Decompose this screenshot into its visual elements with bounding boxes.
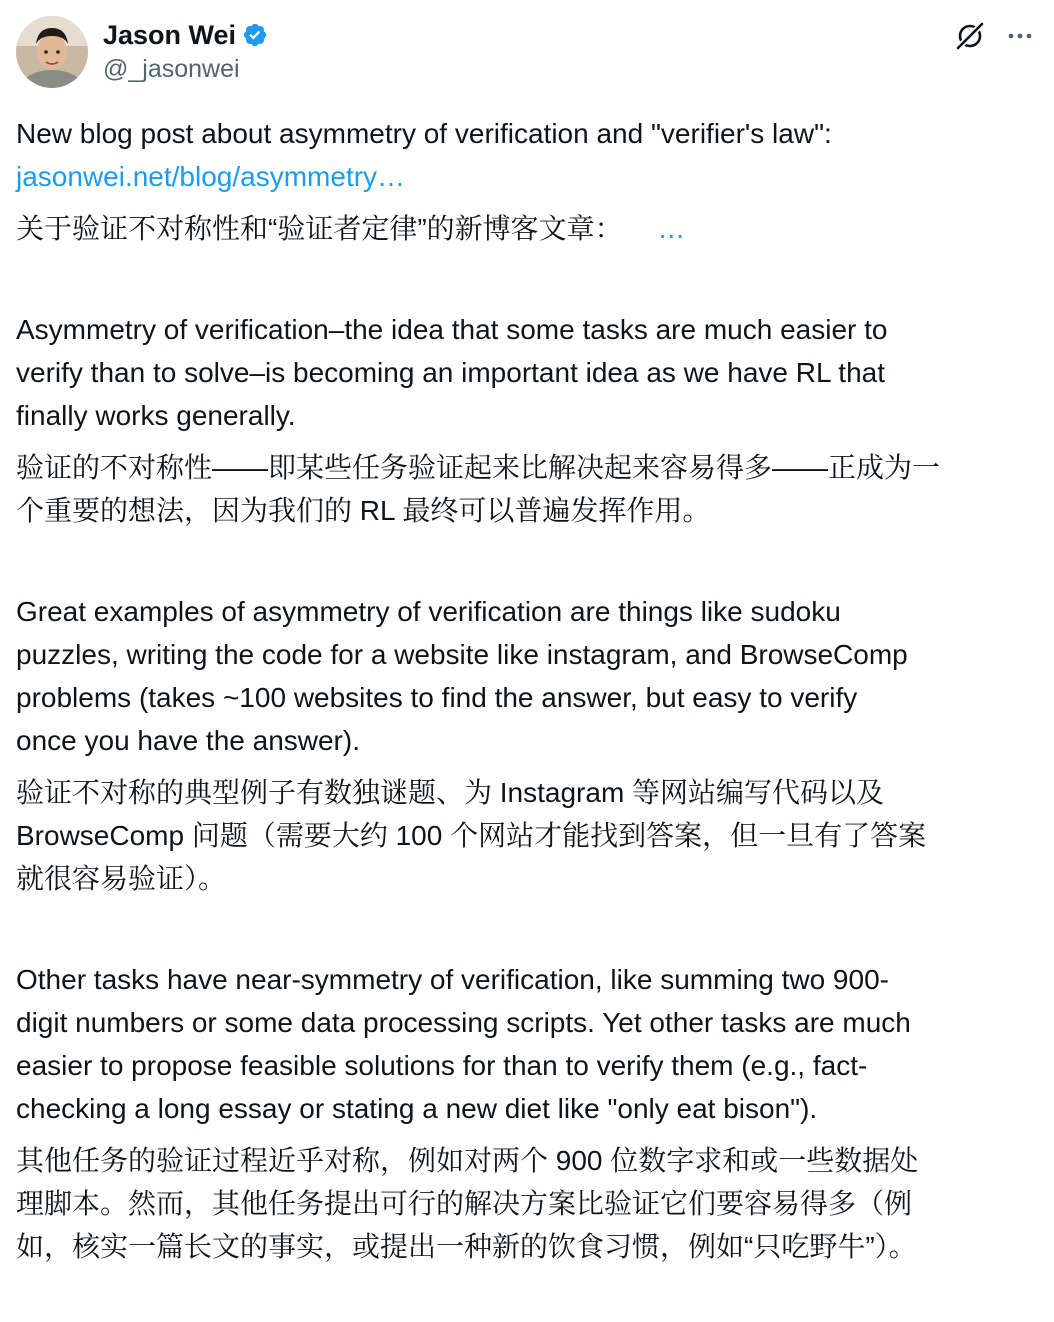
paragraph-2-translation (16, 771, 1038, 900)
tweet-header (16, 16, 1038, 90)
name-row (103, 18, 268, 52)
paragraph-2 (16, 590, 1038, 762)
text-line: 验证不对称的典型例子有数独谜题、为 Instagram 等网站编写代码以及 (16, 777, 885, 808)
text-line: Asymmetry of verification–the idea that some tasks are much easier to (16, 314, 888, 345)
blog-link[interactable]: jasonwei.net/blog/asymmetry… (16, 161, 406, 192)
author-name[interactable]: Jason Wei (103, 20, 237, 50)
text-line: verify than to solve–is becoming an important idea as we have RL that (16, 357, 885, 388)
text-line: BrowseComp 问题（需要大约 100 个网站才能找到答案，但一旦有了答案 (16, 820, 927, 851)
verified-badge-icon[interactable] (242, 22, 268, 48)
tweet-text (16, 112, 1038, 1268)
text-line: problems (takes ~100 websites to find the answer, but easy to verify (16, 682, 858, 713)
more-options-icon[interactable] (1002, 18, 1038, 54)
author-info (103, 18, 268, 86)
paragraph-3-translation (16, 1139, 1038, 1268)
show-more-link[interactable]: ... (658, 213, 685, 244)
text-line: 其他任务的验证过程近乎对称，例如对两个 900 位数字求和或一些数据处 (16, 1145, 919, 1176)
text-line: checking a long essay or stating a new diet like "only eat bison"). (16, 1093, 818, 1124)
text-line: once you have the answer). (16, 725, 360, 756)
header-actions (952, 18, 1038, 54)
grok-icon[interactable] (952, 18, 988, 54)
author-handle[interactable]: @_jasonwei (103, 55, 240, 83)
intro-zh-text: 关于验证不对称性和“验证者定律”的新博客文章： (16, 213, 623, 244)
text-line: puzzles, writing the code for a website like instagram, and BrowseComp (16, 639, 908, 670)
avatar[interactable] (16, 16, 88, 88)
intro-translation (16, 207, 1038, 250)
paragraph-3 (16, 958, 1038, 1130)
intro-text: New blog post about asymmetry of verification and "verifier's law": (16, 118, 832, 149)
text-line: 理脚本。然而，其他任务提出可行的解决方案比验证它们要容易得多（例 (16, 1188, 913, 1219)
text-line: 验证的不对称性——即某些任务验证起来比解决起来容易得多——正成为一 (16, 452, 941, 483)
paragraph-1-translation (16, 446, 1038, 532)
text-line: digit numbers or some data processing scripts. Yet other tasks are much (16, 1007, 911, 1038)
text-line: 个重要的想法，因为我们的 RL 最终可以普遍发挥作用。 (16, 495, 711, 526)
text-line: 就很容易验证）。 (16, 863, 227, 894)
paragraph-1 (16, 308, 1038, 437)
paragraph-spacer (16, 250, 1038, 308)
intro-paragraph (16, 112, 1038, 198)
text-line: easier to propose feasible solutions for than to verify them (e.g., fact- (16, 1050, 868, 1081)
text-line: 如，核实一篇长文的事实，或提出一种新的饮食习惯，例如“只吃野牛”）。 (16, 1231, 917, 1262)
paragraph-spacer (16, 900, 1038, 958)
text-line: Other tasks have near-symmetry of verification, like summing two 900- (16, 964, 889, 995)
text-line: Great examples of asymmetry of verification are things like sudoku (16, 596, 841, 627)
text-line: finally works generally. (16, 400, 296, 431)
paragraph-spacer (16, 532, 1038, 590)
